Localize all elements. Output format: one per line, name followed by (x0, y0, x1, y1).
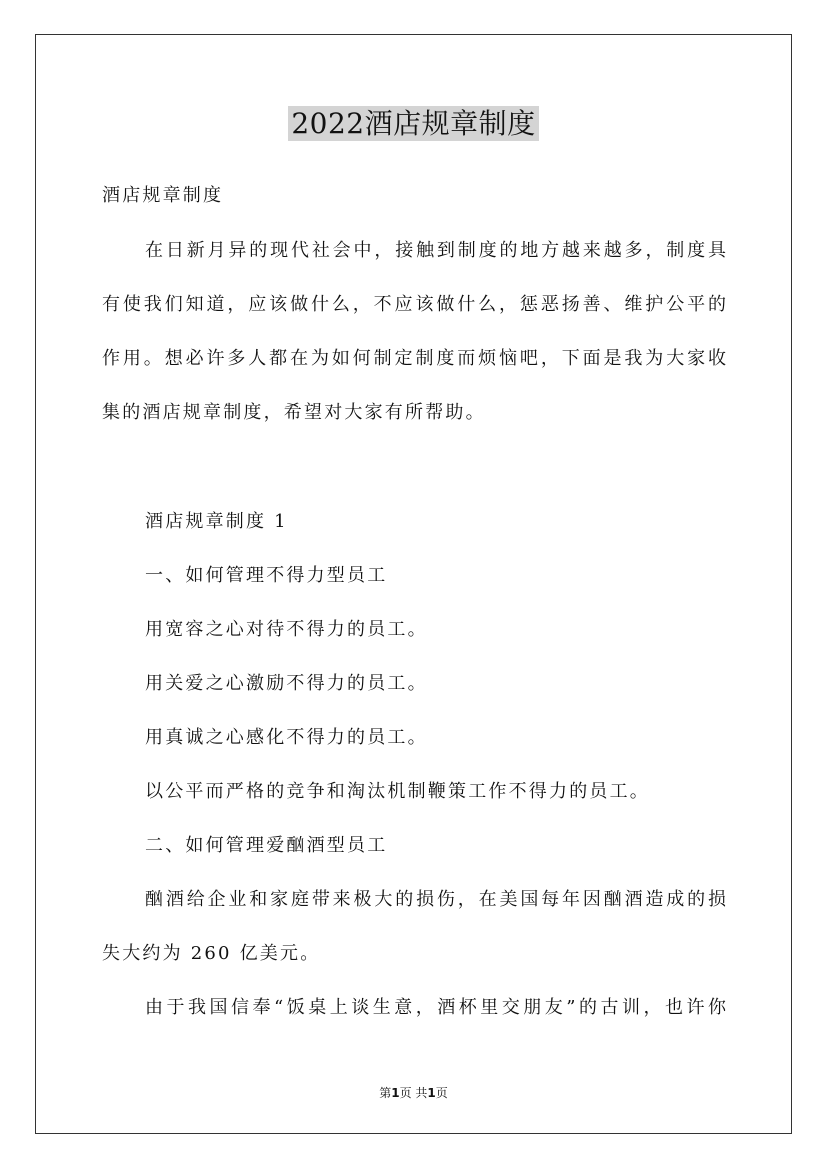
para-2-line-1: 酗酒给企业和家庭带来极大的损伤，在美国每年因酗酒造成的损 (145, 889, 726, 910)
page-footer (0, 1084, 827, 1101)
footer-mid: 页 共 (399, 1086, 428, 1100)
subtitle: 酒店规章制度 (102, 185, 224, 206)
list-item: 用真诚之心感化不得力的员工。 (145, 727, 428, 748)
list-item: 用关爱之心激励不得力的员工。 (145, 673, 428, 694)
list-item: 以公平而严格的竞争和淘汰机制鞭策工作不得力的员工。 (145, 781, 650, 802)
footer-page-total: 1 (427, 1086, 436, 1100)
para-2-line-2: 失大约为 260 亿美元。 (102, 943, 321, 964)
document-title-wrap (0, 102, 827, 142)
section-title: 酒店规章制度 1 (145, 511, 288, 532)
intro-line-2: 有使我们知道，应该做什么，不应该做什么，惩恶扬善、维护公平的 (102, 294, 726, 315)
heading-1: 一、如何管理不得力型员工 (145, 565, 388, 586)
footer-page-current: 1 (391, 1086, 400, 1100)
footer-suffix: 页 (435, 1086, 448, 1100)
document-title: 2022酒店规章制度 (288, 106, 538, 141)
list-item: 用宽容之心对待不得力的员工。 (145, 619, 428, 640)
para-3-line-1: 由于我国信奉“饭桌上谈生意，酒杯里交朋友”的古训，也许你 (145, 997, 726, 1018)
footer-prefix: 第 (379, 1086, 392, 1100)
intro-line-3: 作用。想必许多人都在为如何制定制度而烦恼吧，下面是我为大家收 (102, 348, 726, 369)
heading-2: 二、如何管理爱酗酒型员工 (145, 835, 388, 856)
intro-line-1: 在日新月异的现代社会中，接触到制度的地方越来越多，制度具 (145, 240, 726, 261)
intro-line-4: 集的酒店规章制度，希望对大家有所帮助。 (102, 402, 486, 423)
